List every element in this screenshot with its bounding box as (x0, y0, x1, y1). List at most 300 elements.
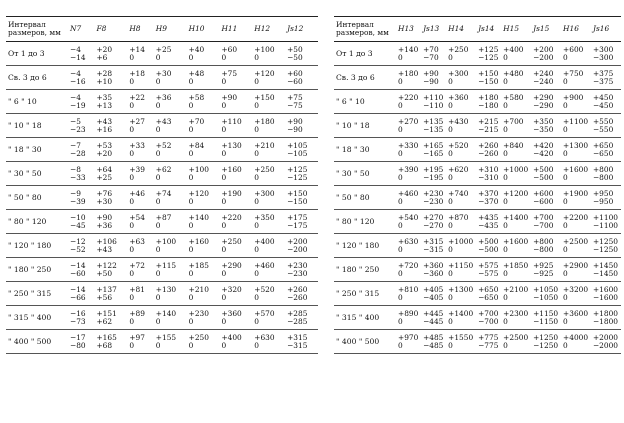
upper-deviation: +270 (398, 116, 419, 126)
upper-deviation: −10 (70, 212, 86, 222)
lower-deviation: −75 (287, 100, 303, 110)
right-column-header: H15 (501, 17, 531, 42)
upper-deviation: +290 (221, 260, 242, 270)
lower-deviation: 0 (188, 292, 194, 302)
deviation-cell (154, 306, 187, 330)
upper-deviation: +580 (503, 92, 524, 102)
deviation-cell (285, 66, 318, 90)
upper-deviation: +90 (221, 92, 238, 102)
deviation-cell (446, 330, 476, 354)
upper-deviation: −4 (70, 68, 81, 78)
upper-deviation: +100 (155, 236, 177, 246)
upper-deviation: +360 (448, 92, 469, 102)
lower-deviation: 0 (221, 244, 227, 254)
upper-deviation: +90 (423, 68, 439, 78)
deviation-cell (396, 306, 421, 330)
table-row (334, 210, 621, 234)
upper-deviation: +1150 (533, 308, 559, 318)
lower-deviation: 0 (129, 316, 135, 326)
upper-deviation: +2500 (503, 332, 529, 342)
deviation-cell (561, 234, 591, 258)
deviation-cell (531, 258, 561, 282)
upper-deviation: +54 (129, 212, 145, 222)
upper-deviation: +230 (188, 308, 209, 318)
deviation-cell (561, 66, 591, 90)
lower-deviation: 0 (129, 124, 135, 134)
lower-deviation: −90 (287, 124, 303, 134)
upper-deviation: +53 (96, 140, 113, 150)
lower-deviation: −925 (533, 268, 554, 278)
deviation-cell (561, 42, 591, 66)
lower-deviation: 0 (503, 52, 508, 62)
left-interval-header: Интервал размеров, мм (6, 17, 68, 42)
lower-deviation: 0 (254, 268, 259, 278)
left-column-header: H12 (252, 17, 285, 42)
upper-deviation: +39 (129, 164, 145, 174)
deviation-cell (94, 234, 127, 258)
upper-deviation: +20 (96, 44, 113, 54)
deviation-cell (154, 186, 187, 210)
upper-deviation: +76 (96, 188, 113, 198)
lower-deviation: 0 (155, 316, 161, 326)
lower-deviation: 0 (254, 220, 259, 230)
lower-deviation: 0 (503, 148, 508, 158)
deviation-cell (561, 138, 591, 162)
lower-deviation: −700 (533, 220, 554, 230)
table-row (6, 42, 318, 66)
upper-deviation: +600 (563, 44, 584, 54)
deviation-cell (154, 210, 187, 234)
deviation-cell (476, 138, 501, 162)
upper-deviation: +375 (592, 68, 614, 78)
lower-deviation: −800 (533, 244, 554, 254)
deviation-cell (501, 138, 531, 162)
lower-deviation: +6 (96, 52, 108, 62)
upper-deviation: +60 (287, 68, 303, 78)
upper-deviation: +400 (503, 44, 524, 54)
deviation-cell (591, 306, 621, 330)
deviation-cell (219, 330, 252, 354)
upper-deviation: +210 (188, 284, 209, 294)
deviation-cell (187, 234, 220, 258)
deviation-cell (187, 90, 220, 114)
lower-deviation: 0 (448, 292, 453, 302)
upper-deviation: +3600 (563, 308, 589, 318)
lower-deviation: 0 (448, 316, 453, 326)
deviation-cell (219, 258, 252, 282)
upper-deviation: +1100 (592, 212, 618, 222)
upper-deviation: +315 (423, 236, 444, 246)
lower-deviation: −650 (478, 292, 499, 302)
upper-deviation: +520 (254, 284, 275, 294)
deviation-cell (591, 234, 621, 258)
deviation-cell (591, 66, 621, 90)
upper-deviation: +970 (398, 332, 419, 342)
deviation-cell (476, 306, 501, 330)
deviation-cell (187, 162, 220, 186)
upper-deviation: +630 (254, 332, 275, 342)
lower-deviation: −370 (478, 196, 499, 206)
upper-deviation: +60 (221, 44, 238, 54)
upper-deviation: +630 (398, 236, 419, 246)
lower-deviation: −285 (287, 316, 308, 326)
upper-deviation: +460 (398, 188, 419, 198)
deviation-cell (94, 186, 127, 210)
upper-deviation: +1900 (563, 188, 589, 198)
lower-deviation: 0 (503, 316, 508, 326)
lower-deviation: −575 (478, 268, 499, 278)
lower-deviation: 0 (398, 172, 403, 182)
deviation-cell (476, 210, 501, 234)
deviation-cell (154, 162, 187, 186)
upper-deviation: +52 (155, 140, 172, 150)
upper-deviation: +22 (129, 92, 145, 102)
upper-deviation: +1600 (592, 284, 618, 294)
lower-deviation: −405 (423, 292, 444, 302)
deviation-cell (219, 42, 252, 66)
lower-deviation: 0 (563, 268, 568, 278)
upper-deviation: +430 (448, 116, 469, 126)
upper-deviation: +315 (287, 332, 308, 342)
lower-deviation: 0 (221, 124, 227, 134)
deviation-cell (396, 66, 421, 90)
deviation-cell (476, 66, 501, 90)
lower-deviation: 0 (398, 196, 403, 206)
deviation-cell (127, 114, 153, 138)
lower-deviation: 0 (254, 172, 259, 182)
lower-deviation: +43 (96, 244, 113, 254)
size-interval-cell: " 400 " 500 (334, 330, 396, 354)
deviation-cell (68, 138, 94, 162)
deviation-cell (396, 330, 421, 354)
deviation-cell (396, 234, 421, 258)
upper-deviation: +250 (188, 332, 209, 342)
upper-deviation: +75 (287, 92, 303, 102)
deviation-cell (154, 42, 187, 66)
lower-deviation: 0 (221, 52, 227, 62)
upper-deviation: +140 (155, 308, 177, 318)
upper-deviation: +25 (155, 44, 172, 54)
upper-deviation: +28 (96, 68, 113, 78)
upper-deviation: +30 (155, 68, 172, 78)
table-row (334, 330, 621, 354)
deviation-cell (285, 114, 318, 138)
table-row (334, 90, 621, 114)
deviation-cell (94, 138, 127, 162)
deviation-cell (68, 42, 94, 66)
lower-deviation: −1250 (592, 244, 618, 254)
lower-deviation: −14 (70, 52, 86, 62)
deviation-cell (421, 114, 446, 138)
upper-deviation: +215 (478, 116, 499, 126)
lower-deviation: −52 (70, 244, 86, 254)
lower-deviation: 0 (503, 172, 508, 182)
lower-deviation: +36 (96, 220, 113, 230)
deviation-cell (94, 42, 127, 66)
size-interval-cell: " 80 " 120 (334, 210, 396, 234)
lower-deviation: 0 (221, 100, 227, 110)
lower-deviation: 0 (448, 52, 453, 62)
deviation-cell (285, 42, 318, 66)
deviation-cell (154, 330, 187, 354)
lower-deviation: 0 (155, 52, 161, 62)
lower-deviation: 0 (563, 244, 568, 254)
lower-deviation: 0 (155, 340, 161, 350)
deviation-cell (476, 282, 501, 306)
upper-deviation: +140 (398, 44, 419, 54)
size-interval-cell: " 180 " 250 (6, 258, 68, 282)
upper-deviation: +125 (287, 164, 308, 174)
lower-deviation: 0 (503, 196, 508, 206)
deviation-cell (68, 282, 94, 306)
upper-deviation: +100 (254, 44, 275, 54)
lower-deviation: −50 (287, 52, 303, 62)
lower-deviation: 0 (563, 52, 568, 62)
upper-deviation: +1850 (503, 260, 529, 270)
table-row (6, 114, 318, 138)
lower-deviation: −200 (287, 244, 308, 254)
lower-deviation: 0 (155, 244, 161, 254)
deviation-cell (219, 210, 252, 234)
upper-deviation: +97 (129, 332, 145, 342)
upper-deviation: +400 (221, 332, 242, 342)
deviation-cell (252, 162, 285, 186)
upper-deviation: +1600 (503, 236, 529, 246)
deviation-cell (501, 258, 531, 282)
upper-deviation: +840 (503, 140, 524, 150)
deviation-cell (252, 306, 285, 330)
deviation-cell (446, 138, 476, 162)
upper-deviation: +130 (221, 140, 242, 150)
deviation-cell (561, 114, 591, 138)
upper-deviation: +165 (423, 140, 444, 150)
table-row (6, 210, 318, 234)
left-column-header: H8 (127, 17, 153, 42)
size-interval-cell: Св. 3 до 6 (6, 66, 68, 90)
upper-deviation: +110 (221, 116, 242, 126)
lower-deviation: 0 (254, 100, 259, 110)
upper-deviation: +150 (287, 188, 308, 198)
lower-deviation: −2000 (592, 340, 618, 350)
lower-deviation: 0 (129, 196, 135, 206)
upper-deviation: +46 (129, 188, 145, 198)
lower-deviation: 0 (188, 124, 194, 134)
lower-deviation: −500 (478, 244, 499, 254)
lower-deviation: 0 (129, 148, 135, 158)
upper-deviation: +405 (423, 284, 444, 294)
lower-deviation: 0 (155, 220, 161, 230)
deviation-cell (476, 186, 501, 210)
upper-deviation: +1050 (533, 284, 559, 294)
upper-deviation: +90 (96, 212, 113, 222)
upper-deviation: +250 (254, 164, 275, 174)
lower-deviation: −195 (423, 172, 444, 182)
deviation-cell (476, 258, 501, 282)
deviation-cell (421, 258, 446, 282)
lower-deviation: 0 (254, 196, 259, 206)
lower-deviation: 0 (448, 124, 453, 134)
size-interval-cell: " 315 " 400 (6, 306, 68, 330)
lower-deviation: −19 (70, 100, 86, 110)
size-interval-cell: " 18 " 30 (334, 138, 396, 162)
deviation-cell (187, 282, 220, 306)
lower-deviation: 0 (398, 340, 403, 350)
deviation-cell (94, 306, 127, 330)
lower-deviation: 0 (129, 340, 135, 350)
upper-deviation: +1400 (503, 212, 529, 222)
lower-deviation: 0 (129, 172, 135, 182)
upper-deviation: −16 (70, 308, 86, 318)
deviation-cell (591, 90, 621, 114)
upper-deviation: +137 (96, 284, 117, 294)
table-row (6, 306, 318, 330)
deviation-cell (187, 114, 220, 138)
lower-deviation: +13 (96, 100, 113, 110)
lower-deviation: −150 (287, 196, 308, 206)
upper-deviation: +90 (287, 116, 303, 126)
lower-deviation: −110 (423, 100, 444, 110)
upper-deviation: +40 (188, 44, 205, 54)
deviation-cell (252, 282, 285, 306)
deviation-cell (219, 282, 252, 306)
lower-deviation: +50 (96, 268, 113, 278)
upper-deviation: +230 (423, 188, 444, 198)
deviation-cell (421, 42, 446, 66)
upper-deviation: +300 (448, 68, 469, 78)
deviation-cell (446, 162, 476, 186)
lower-deviation: 0 (129, 244, 135, 254)
upper-deviation: +27 (129, 116, 145, 126)
upper-deviation: −8 (70, 164, 81, 174)
deviation-cell (127, 42, 153, 66)
lower-deviation: −550 (592, 124, 614, 134)
deviation-cell (591, 138, 621, 162)
deviation-cell (396, 114, 421, 138)
right-column-header: Js16 (591, 17, 621, 42)
upper-deviation: +48 (188, 68, 205, 78)
lower-deviation: −315 (423, 244, 444, 254)
lower-deviation: 0 (398, 76, 403, 86)
upper-deviation: +70 (423, 44, 439, 54)
upper-deviation: +3200 (563, 284, 589, 294)
deviation-cell (446, 114, 476, 138)
lower-deviation: −260 (478, 148, 499, 158)
deviation-cell (396, 162, 421, 186)
lower-deviation: 0 (155, 196, 161, 206)
deviation-cell (421, 90, 446, 114)
lower-deviation: −270 (423, 220, 444, 230)
lower-deviation: 0 (188, 268, 194, 278)
lower-deviation: −1050 (533, 292, 559, 302)
lower-deviation: +30 (96, 196, 113, 206)
deviation-cell (154, 138, 187, 162)
right-tolerance-table (334, 16, 621, 354)
size-interval-cell: " 315 " 400 (334, 306, 396, 330)
lower-deviation: 0 (221, 148, 227, 158)
lower-deviation: 0 (188, 220, 194, 230)
lower-deviation: +10 (96, 76, 113, 86)
table-row (6, 66, 318, 90)
lower-deviation: 0 (221, 316, 227, 326)
lower-deviation: 0 (398, 100, 403, 110)
lower-deviation: −445 (423, 316, 444, 326)
deviation-cell (127, 306, 153, 330)
upper-deviation: +1300 (448, 284, 474, 294)
table-row (334, 42, 621, 66)
upper-deviation: +120 (254, 68, 275, 78)
upper-deviation: +110 (423, 92, 444, 102)
deviation-cell (591, 258, 621, 282)
upper-deviation: +240 (533, 68, 554, 78)
upper-deviation: +350 (254, 212, 275, 222)
deviation-cell (531, 114, 561, 138)
upper-deviation: +435 (478, 212, 499, 222)
lower-deviation: 0 (448, 268, 453, 278)
lower-deviation: +62 (96, 316, 113, 326)
deviation-cell (285, 210, 318, 234)
deviation-cell (561, 162, 591, 186)
upper-deviation: +360 (423, 260, 444, 270)
upper-deviation: +300 (592, 44, 614, 54)
deviation-cell (285, 330, 318, 354)
deviation-cell (421, 66, 446, 90)
lower-deviation: −230 (423, 196, 444, 206)
right-column-header: H13 (396, 17, 421, 42)
right-table-body (334, 42, 621, 354)
lower-deviation: +16 (96, 124, 113, 134)
lower-deviation: −420 (533, 148, 554, 158)
lower-deviation: 0 (188, 340, 194, 350)
upper-deviation: +1250 (592, 236, 618, 246)
lower-deviation: −775 (478, 340, 499, 350)
deviation-cell (476, 114, 501, 138)
deviation-cell (531, 66, 561, 90)
table-row (334, 234, 621, 258)
upper-deviation: +360 (221, 308, 242, 318)
left-header-row (6, 17, 318, 42)
upper-deviation: +43 (155, 116, 172, 126)
deviation-cell (252, 258, 285, 282)
size-interval-cell: От 1 до 3 (6, 42, 68, 66)
size-interval-cell: " 6 " 10 (6, 90, 68, 114)
left-column-header: H9 (154, 17, 187, 42)
upper-deviation: −4 (70, 44, 81, 54)
upper-deviation: +122 (96, 260, 117, 270)
lower-deviation: 0 (398, 292, 403, 302)
deviation-cell (591, 210, 621, 234)
table-row (6, 138, 318, 162)
lower-deviation: −1100 (592, 220, 618, 230)
deviation-cell (285, 162, 318, 186)
size-interval-cell: " 10 " 18 (334, 114, 396, 138)
upper-deviation: +120 (188, 188, 209, 198)
lower-deviation: −450 (592, 100, 614, 110)
deviation-cell (187, 138, 220, 162)
left-column-header: H10 (187, 17, 220, 42)
lower-deviation: −800 (592, 172, 614, 182)
lower-deviation: 0 (221, 268, 227, 278)
upper-deviation: +1300 (563, 140, 589, 150)
lower-deviation: 0 (221, 292, 227, 302)
upper-deviation: +600 (533, 188, 554, 198)
upper-deviation: −12 (70, 236, 86, 246)
lower-deviation: −310 (478, 172, 499, 182)
upper-deviation: +925 (533, 260, 554, 270)
upper-deviation: +350 (533, 116, 554, 126)
upper-deviation: +1200 (503, 188, 529, 198)
deviation-cell (476, 90, 501, 114)
lower-deviation: 0 (398, 148, 403, 158)
